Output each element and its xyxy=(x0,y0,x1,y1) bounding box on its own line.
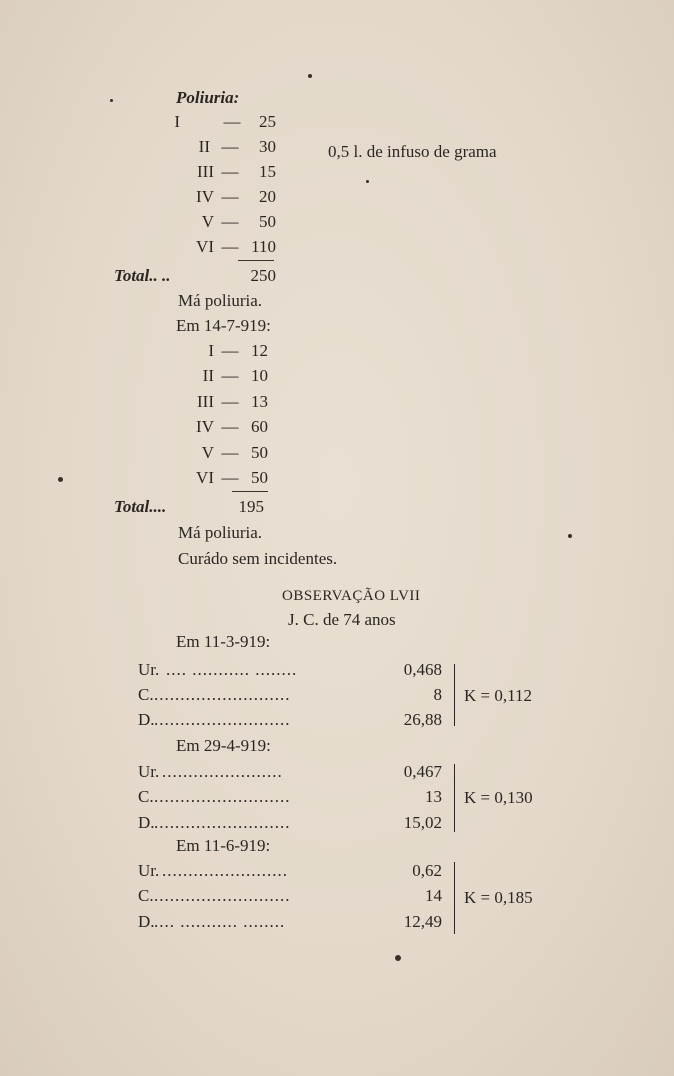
leader-dots: .......................... xyxy=(154,710,291,729)
day-label: I xyxy=(208,341,214,360)
dash: — xyxy=(221,162,239,181)
day-value: 50 xyxy=(259,212,276,231)
day-label: V xyxy=(201,212,214,231)
row-value: 0,62 xyxy=(412,861,442,880)
day-value: 60 xyxy=(251,417,268,436)
row-value: 0,468 xyxy=(403,660,442,679)
exam-date: Em 11-6-919: xyxy=(176,836,271,855)
row-label: D. xyxy=(138,912,155,931)
total-value: 195 xyxy=(238,497,264,516)
dash: — xyxy=(221,417,239,436)
row-label: Ur. xyxy=(138,762,160,781)
sum-rule xyxy=(238,260,274,261)
row-label: D. xyxy=(138,710,155,729)
dash: — xyxy=(221,341,239,360)
total-label: Total.. .. xyxy=(114,266,171,285)
total-value: 250 xyxy=(250,266,276,285)
day-label: III xyxy=(197,162,214,181)
ink-speck xyxy=(366,180,369,183)
ink-speck xyxy=(110,99,113,102)
remark: Má poliuria. xyxy=(178,523,263,542)
day-label: VI xyxy=(196,468,214,487)
day-label: VI xyxy=(196,237,214,256)
day-value: 13 xyxy=(251,392,268,411)
leader-dots: .... ........... ........ xyxy=(166,660,298,679)
total-label: Total.... xyxy=(114,497,167,516)
row-label: D. xyxy=(138,813,155,832)
dash: — xyxy=(221,237,239,256)
infusion-note: 0,5 l. de infuso de grama xyxy=(328,142,497,161)
dash: — xyxy=(223,112,241,131)
day-value: 12 xyxy=(251,341,268,360)
ink-speck xyxy=(308,74,312,78)
exam-date: Em 11-3-919: xyxy=(176,632,271,651)
leader-dots: ....................... xyxy=(162,762,283,781)
day-value: 20 xyxy=(259,187,276,206)
day-value: 15 xyxy=(259,162,276,181)
ink-speck xyxy=(58,477,63,482)
row-value: 0,467 xyxy=(403,762,442,781)
row-label: C. xyxy=(138,685,154,704)
day-value: 25 xyxy=(259,112,276,131)
day-label: II xyxy=(202,366,214,385)
day-value: 50 xyxy=(251,468,268,487)
row-value: 14 xyxy=(425,886,442,905)
exam-date: Em 29-4-919: xyxy=(176,736,271,755)
poliuria-heading: Poliuria: xyxy=(176,88,240,107)
k-value: K = 0,130 xyxy=(464,788,533,807)
k-value: K = 0,185 xyxy=(464,888,533,907)
day-value: 10 xyxy=(251,366,268,385)
leader-dots: .......................... xyxy=(154,886,291,905)
day-label: V xyxy=(201,443,214,462)
observation-title: OBSERVAÇÃO LVII xyxy=(282,588,421,604)
day-value: 30 xyxy=(259,137,276,156)
row-label: C. xyxy=(138,886,154,905)
dash: — xyxy=(221,468,239,487)
row-value: 12,49 xyxy=(403,912,442,931)
leader-dots: ........................ xyxy=(162,861,288,880)
row-label: Ur. xyxy=(138,861,160,880)
day-label: IV xyxy=(196,417,214,436)
dash: — xyxy=(221,443,239,462)
leader-dots: .......................... xyxy=(154,813,291,832)
row-value: 13 xyxy=(425,787,442,806)
ink-speck xyxy=(395,955,401,961)
day-label: III xyxy=(197,392,214,411)
dash: — xyxy=(221,137,239,156)
row-label: C. xyxy=(138,787,154,806)
leader-dots: .... ........... ........ xyxy=(154,912,286,931)
day-label: IV xyxy=(196,187,214,206)
brace xyxy=(448,664,455,726)
date-line: Em 14-7-919: xyxy=(176,316,271,335)
brace xyxy=(448,862,455,934)
k-value: K = 0,112 xyxy=(464,686,532,705)
day-label: II xyxy=(198,137,210,156)
row-label: Ur. xyxy=(138,660,160,679)
leader-dots: .......................... xyxy=(154,787,291,806)
row-value: 26,88 xyxy=(403,710,442,729)
brace xyxy=(448,764,455,832)
dash: — xyxy=(221,392,239,411)
leader-dots: .......................... xyxy=(154,685,291,704)
day-label: I xyxy=(174,112,180,131)
remark: Má poliuria. xyxy=(178,291,263,310)
row-value: 8 xyxy=(433,685,442,704)
dash: — xyxy=(221,187,239,206)
sum-rule xyxy=(232,491,268,492)
ink-speck xyxy=(568,534,572,538)
outcome: Curádo sem incidentes. xyxy=(178,549,338,568)
day-value: 110 xyxy=(251,237,276,256)
day-value: 50 xyxy=(251,443,268,462)
dash: — xyxy=(221,366,239,385)
dash: — xyxy=(221,212,239,231)
patient-line: J. C. de 74 anos xyxy=(288,610,396,629)
row-value: 15,02 xyxy=(403,813,442,832)
